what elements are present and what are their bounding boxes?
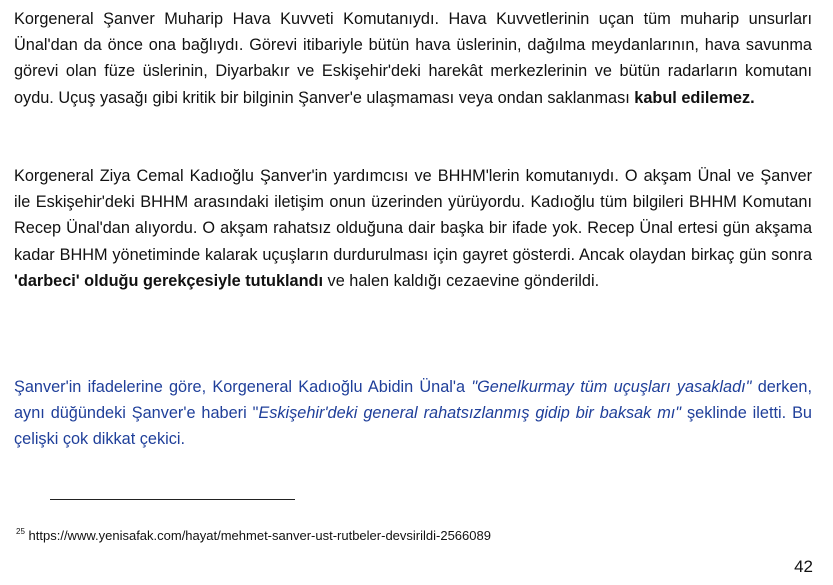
paragraph-1 <box>14 6 812 111</box>
paragraph-2-text: Korgeneral Ziya Cemal Kadıoğlu Şanver'in yardımcısı ve BHHM'lerin komutanıydı. O akşam Ünal ve Şanver ile Eskişehir'deki BHHM arasındaki iletişim onun üzerinden yürüyordu. Kadıoğlu tüm bilgileri BHHM Komutanı Recep Ünal'dan alıyordu. O akşam rahatsız olduğuna dair başka bir ifade yok. Recep Ünal ertesi gün akşama kadar BHHM yönetiminde kalarak uçuşların durdurulması için gayret gösterdi. Ancak olaydan birkaç gün sonra <box>14 167 812 264</box>
paragraph-3-quote2: Eskişehir'deki general rahatsızlanmış gidip bir baksak mı" <box>258 404 682 423</box>
footnote-url[interactable]: https://www.yenisafak.com/hayat/mehmet-sanver-ust-rutbeler-devsirildi-2566089 <box>28 528 491 543</box>
footnote-number: 25 <box>16 527 25 536</box>
paragraph-3-part2: derken, aynı düğündeki Şanver'e haberi " <box>14 378 812 423</box>
paragraph-2-tail: ve halen kaldığı cezaevine gönderildi. <box>323 271 600 290</box>
paragraph-2-bold: 'darbeci' olduğu gerekçesiyle tutuklandı <box>14 271 324 290</box>
page-number: 42 <box>794 557 813 576</box>
paragraph-1-text: Korgeneral Şanver Muharip Hava Kuvveti Komutanıydı. Hava Kuvvetlerinin uçan tüm muharip unsurları Ünal'dan da önce ona bağlıydı. Görevi itibariyle bütün hava üslerinin, dağılma meydanlarının, hava savunma görevi olan füze üslerinin, Diyarbakır ve Eskişehir'deki harekât merkezlerinin ve bütün radarların komutanı oydu. Uçuş yasağı gibi kritik bir bilginin Şanver'e ulaşmaması veya ondan saklanması <box>14 10 812 107</box>
paragraph-3-part3: şeklinde iletti. Bu çelişki çok dikkat çekici. <box>14 404 812 449</box>
paragraph-2 <box>14 163 812 294</box>
paragraph-3-part1: Şanver'in ifadelerine göre, Korgeneral Kadıoğlu Abidin Ünal'a <box>14 378 472 396</box>
paragraph-3-highlight <box>14 374 812 453</box>
paragraph-3-quote1: "Genelkurmay tüm uçuşları yasakladı" <box>471 378 752 396</box>
footnote <box>16 523 491 545</box>
footnote-separator <box>50 499 295 500</box>
paragraph-1-bold: kabul edilemez. <box>634 88 755 107</box>
